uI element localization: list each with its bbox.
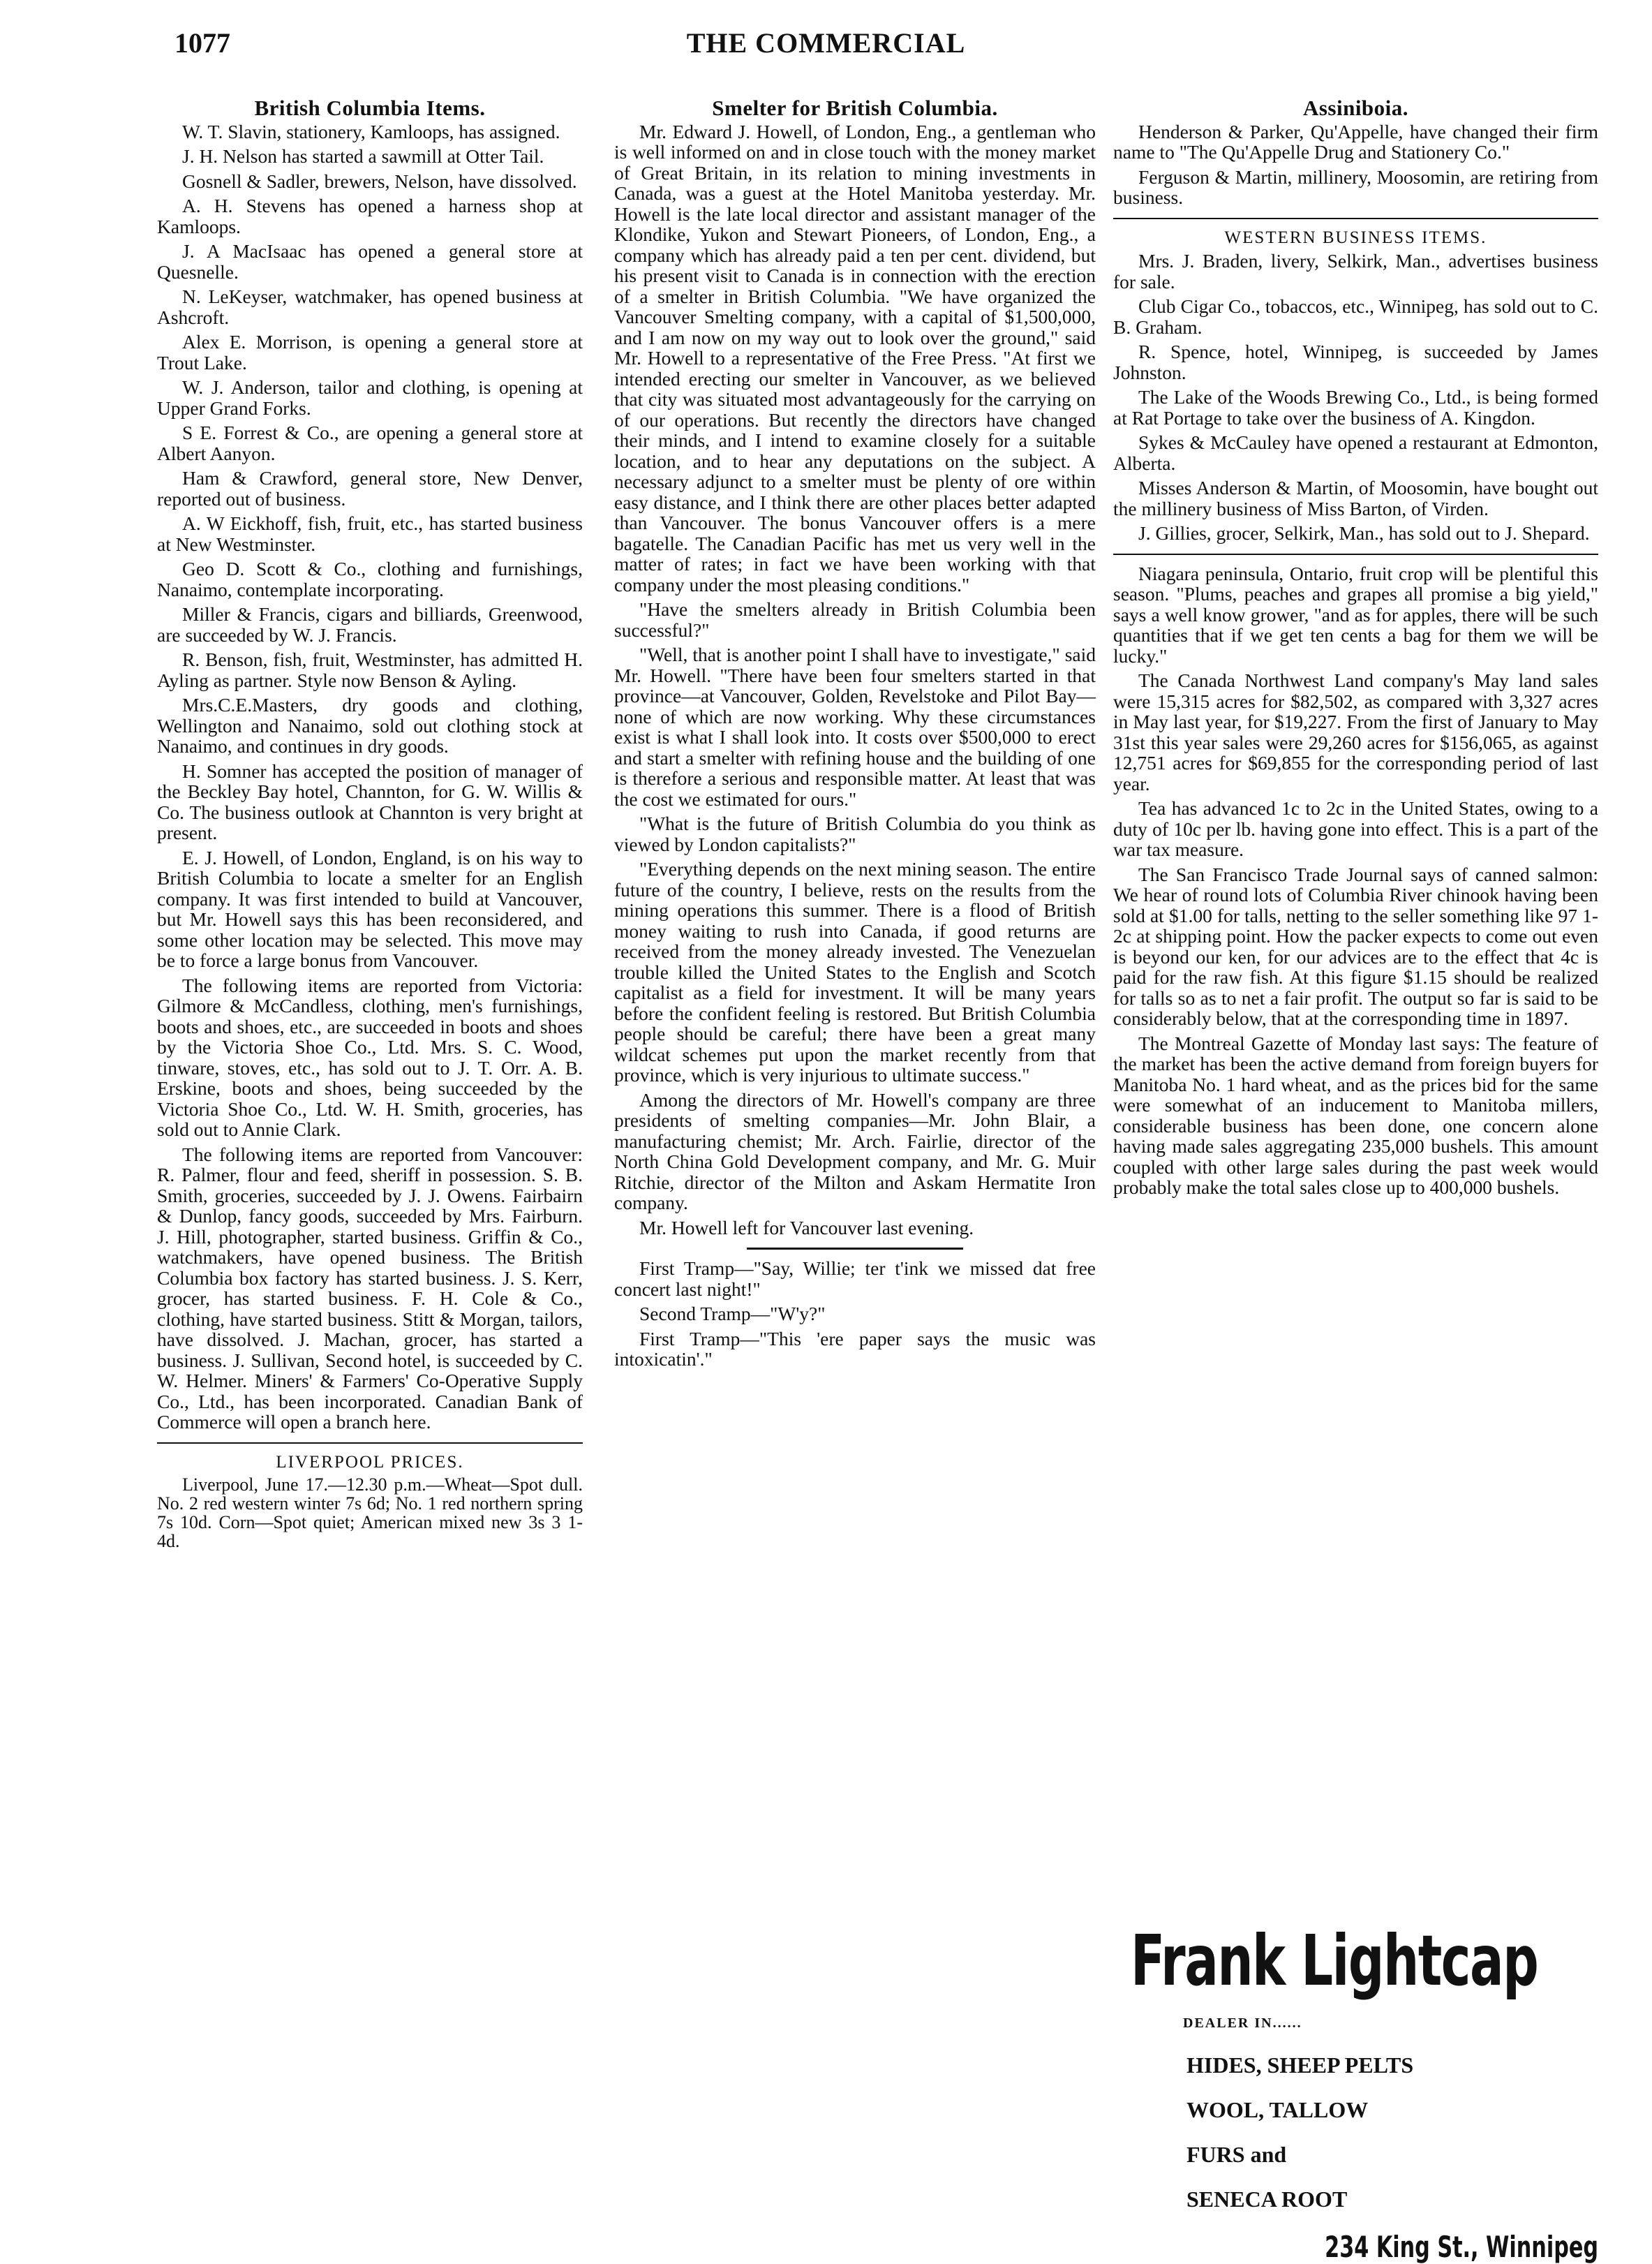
tramp-joke-line: Second Tramp—"W'y?" bbox=[639, 1303, 826, 1324]
news-item: H. Somner has accepted the position of manager of the Beckley Bay hotel, Channton, for G. W. Willis & Co. The business outlook at Channton is very bright at present. bbox=[157, 760, 583, 843]
ad-goods-item: FURS and bbox=[1186, 2142, 1287, 2167]
news-item: The following items are reported from Victoria: Gilmore & McCandless, clothing, men's furnishings, boots and shoes, etc., are succeeded in boots and shoes by the Victoria Shoe Co., Ltd. Mrs. S. C. Wood, tinware, stoves, etc., has sold out to J. T. Orr. A. B. Erskine, boots and shoes, being succeeded by the Victoria Shoe Co., Ltd. W. H. Smith, groceries, has sold out to Annie Clark. bbox=[157, 974, 583, 1140]
section-title: Assiniboia. bbox=[1302, 96, 1409, 120]
news-item: J. Gillies, grocer, Selkirk, Man., has sold out to J. Shepard. bbox=[1138, 522, 1590, 544]
article-paragraph: Mr. Edward J. Howell, of London, Eng., a gentleman who is well informed on and in close touch with the money market of Great Britain, in its relation to mining investments in Canada, was a guest at the Hotel Manitoba yesterday. Mr. Howell is the late local director and assistant manager of the Klondike, Yukon and Stewart Pioneers, of London, Eng., a company which has already paid a ten per cent. dividend, but his present visit to Canada is in connection with the erection of a smelter in British Columbia. "We have organized the Vancouver Smelting company, with a capital of $1,500,000, and I am now on my way out to look over the ground," said Mr. Howell to a representative of the Free Press. "At first we intended erecting our smelter in Vancouver, as we believed that city was situated most advantageously for the carrying on of our operations. But recently the directors have changed their minds, and I intend to examine closely for a suitable location, and to hear any deputations on the subject. A necessary adjunct to a smelter must be plenty of ore within easy distance, and I think there are other places better adapted than Vancouver. The bonus Vancouver offers is a mere bagatelle. The Canadian Pacific has met us very well in the matter of rates; in fact we have been working with that company under the most pleasing conditions." bbox=[614, 120, 1096, 595]
column-assiniboia bbox=[1113, 98, 1598, 1202]
section-title: Smelter for British Columbia. bbox=[712, 96, 998, 120]
news-item: N. LeKeyser, watchmaker, has opened business at Ashcroft. bbox=[157, 286, 583, 328]
news-item: Ham & Crawford, general store, New Denver, reported out of business. bbox=[157, 467, 583, 510]
news-item: Henderson & Parker, Qu'Appelle, have changed their firm name to "The Qu'Appelle Drug and Stationery Co." bbox=[1113, 120, 1598, 163]
section-title: British Columbia Items. bbox=[254, 96, 486, 120]
news-item: W. J. Anderson, tailor and clothing, is opening at Upper Grand Forks. bbox=[157, 376, 583, 419]
news-item: Misses Anderson & Martin, of Moosomin, have bought out the millinery business of Miss Barton, of Virden. bbox=[1113, 477, 1598, 519]
news-item: Club Cigar Co., tobaccos, etc., Winnipeg, has sold out to C. B. Graham. bbox=[1113, 295, 1598, 338]
column-british-columbia bbox=[157, 98, 583, 1555]
article-paragraph: Among the directors of Mr. Howell's company are three presidents of smelting companies—Mr. John Blair, a manufacturing chemist; Mr. Arch. Fairlie, director of the North China Gold Development company, and Mr. G. Muir Ritchie, director of the Milton and Askam Hermatite Iron company. bbox=[614, 1088, 1096, 1213]
article-paragraph: "What is the future of British Columbia do you think as viewed by London capitalists?" bbox=[614, 813, 1096, 855]
news-item: Ferguson & Martin, millinery, Moosomin, are retiring from business. bbox=[1113, 165, 1598, 208]
article-paragraph: Mr. Howell left for Vancouver last evening. bbox=[639, 1216, 974, 1238]
advertisement-frank-lightcap bbox=[1113, 1920, 1598, 2264]
advertiser-address: 234 King St., Winnipeg bbox=[1325, 2230, 1598, 2264]
news-item: S E. Forrest & Co., are opening a general store at Albert Aanyon. bbox=[157, 422, 583, 464]
advertiser-name: Frank Lightcap bbox=[1131, 1920, 1538, 2002]
divider bbox=[157, 1442, 583, 1444]
column-smelter bbox=[614, 98, 1096, 1374]
liverpool-title: LIVERPOOL PRICES. bbox=[276, 1452, 464, 1472]
news-item: Mrs.C.E.Masters, dry goods and clothing, Wellington and Nanaimo, sold out clothing stock at Nanaimo, and continues in dry goods. bbox=[157, 694, 583, 757]
tramp-joke-line: First Tramp—"This 'ere paper says the music was intoxicatin'." bbox=[614, 1327, 1096, 1370]
western-title: WESTERN BUSINESS ITEMS. bbox=[1224, 228, 1487, 247]
article-paragraph: "Well, that is another point I shall have to investigate," said Mr. Howell. "There have been four smelters started in that province—at Vancouver, Golden, Revelstoke and Pilot Bay—none of which are now working. Why these circumstances exist is what I shall look into. It costs over $500,000 to erect and start a smelter with refining house and the building of one is therefore a serious and responsible matter. At least that was the cost we estimated for ours." bbox=[614, 644, 1096, 810]
news-item: A. W Eickhoff, fish, fruit, etc., has started business at New Westminster. bbox=[157, 512, 583, 555]
liverpool-text: Liverpool, June 17.—12.30 p.m.—Wheat—Spot dull. No. 2 red western winter 7s 6d; No. 1 red northern spring 7s 10d. Corn—Spot quiet; American mixed new 3s 3 1-4d. bbox=[157, 1474, 583, 1551]
divider bbox=[1113, 218, 1598, 219]
news-item: Niagara peninsula, Ontario, fruit crop will be plentiful this season. "Plums, peaches and grapes all promise a big yield," says a well know grower, "and as for apples, there will be such quantities that if we get ten cents a bag for them we will be lucky." bbox=[1113, 562, 1598, 667]
news-item: The Lake of the Woods Brewing Co., Ltd., is being formed at Rat Portage to take over the business of A. Kingdon. bbox=[1113, 386, 1598, 429]
news-item: W. T. Slavin, stationery, Kamloops, has assigned. bbox=[182, 120, 560, 142]
page-header bbox=[0, 21, 1652, 70]
news-item: Tea has advanced 1c to 2c in the United States, owing to a duty of 10c per lb. having gone into effect. This is a part of the war tax measure. bbox=[1113, 797, 1598, 860]
news-item: The following items are reported from Vancouver: R. Palmer, flour and feed, sheriff in possession. S. B. Smith, groceries, succeeded by J. J. Owens. Fairbairn & Dunlop, fancy goods, succeeded by Mrs. Fairburn. J. Hill, photographer, started business. Griffin & Co., watchmakers, have opened business. The British Columbia box factory has started business. J. S. Kerr, grocer, has started business. F. H. Cole & Co., clothing, have started business. Stitt & Morgan, tailors, have dissolved. J. Machan, grocer, has started a business. J. Sullivan, Second hotel, is succeeded by C. W. Helmer. Miners' & Farmers' Co-Operative Supply Co., Ltd., has been incorporated. Canadian Bank of Commerce will open a branch here. bbox=[157, 1143, 583, 1433]
ad-goods-list bbox=[1186, 2043, 1598, 2221]
news-item: J. A MacIsaac has opened a general store at Quesnelle. bbox=[157, 240, 583, 283]
news-item: The Montreal Gazette of Monday last says: The feature of the market has been the active demand from foreign buyers for Manitoba No. 1 hard wheat, and as the prices bid for the same were somewhat of an inducement to Manitoba millers, considerable business has been done, one concern alone having made sales aggregating 235,000 bushels. This amount coupled with other large sales during the past week would probably make the total sales close up to 400,000 bushels. bbox=[1113, 1032, 1598, 1198]
page-number: 1077 bbox=[174, 27, 230, 59]
article-paragraph: "Everything depends on the next mining season. The entire future of the country, I believe, rests on the results from the mining operations this summer. There is a flood of British money waiting to rush into Canada, if good returns are received from the money already invested. The Venezuelan trouble killed the United States to the English and Scotch capitalist as a field for investment. It will be many years before the confident feeling is restored. But British Columbia people should be careful; there have been a great many wildcat schemes put upon the market recently from that province, which is very injurious to ultimate success." bbox=[614, 858, 1096, 1086]
divider bbox=[747, 1248, 964, 1250]
tramp-joke-line: First Tramp—"Say, Willie; ter t'ink we missed dat free concert last night!" bbox=[614, 1257, 1096, 1300]
publication-title: THE COMMERCIAL bbox=[686, 27, 966, 59]
news-item: The Canada Northwest Land company's May land sales were 15,315 acres for $82,502, as compared with 3,327 acres in May last year, for $19,227. From the first of January to May 31st this year sales were 29,260 acres for $156,065, as against 12,751 acres for $69,855 for the corresponding period of last year. bbox=[1113, 669, 1598, 794]
dealer-label: DEALER IN...... bbox=[1183, 2015, 1302, 2031]
news-item: Alex E. Morrison, is opening a general store at Trout Lake. bbox=[157, 331, 583, 373]
article-paragraph: "Have the smelters already in British Columbia been successful?" bbox=[614, 598, 1096, 641]
news-item: A. H. Stevens has opened a harness shop at Kamloops. bbox=[157, 195, 583, 237]
news-item: R. Benson, fish, fruit, Westminster, has admitted H. Ayling as partner. Style now Benson & Ayling. bbox=[157, 649, 583, 691]
news-item: J. H. Nelson has started a sawmill at Otter Tail. bbox=[182, 145, 544, 167]
news-item: E. J. Howell, of London, England, is on his way to British Columbia to locate a smelter for an English company. It was first intended to build at Vancouver, but Mr. Howell says this has been reconsidered, and some other location may be selected. This move may be to force a large bonus from Vancouver. bbox=[157, 846, 583, 971]
ad-goods-item: HIDES, SHEEP PELTS bbox=[1186, 2052, 1414, 2078]
news-item: Geo D. Scott & Co., clothing and furnishings, Nanaimo, contemplate incorporating. bbox=[157, 558, 583, 600]
ad-goods-item: SENECA ROOT bbox=[1186, 2187, 1348, 2212]
news-item: Gosnell & Sadler, brewers, Nelson, have dissolved. bbox=[182, 170, 577, 192]
news-item: Mrs. J. Braden, livery, Selkirk, Man., advertises business for sale. bbox=[1113, 250, 1598, 293]
news-item: Sykes & McCauley have opened a restaurant at Edmonton, Alberta. bbox=[1113, 431, 1598, 474]
news-item: Miller & Francis, cigars and billiards, Greenwood, are succeeded by W. J. Francis. bbox=[157, 603, 583, 646]
news-item: The San Francisco Trade Journal says of canned salmon: We hear of round lots of Columbia River chinook having been sold at $1.00 for talls, netting to the seller something like 97 1-2c at shipping point. How the packer expects to come out even is beyond our ken, for our advices are to the effect that 4c is paid for the raw fish. At this figure $1.15 should be realized for talls so as to net a fair profit. The output so far is said to be considerably below, that at the corresponding time in 1897. bbox=[1113, 863, 1598, 1029]
divider bbox=[1113, 554, 1598, 555]
ad-goods-item: WOOL, TALLOW bbox=[1186, 2097, 1369, 2122]
news-item: R. Spence, hotel, Winnipeg, is succeeded by James Johnston. bbox=[1113, 341, 1598, 383]
